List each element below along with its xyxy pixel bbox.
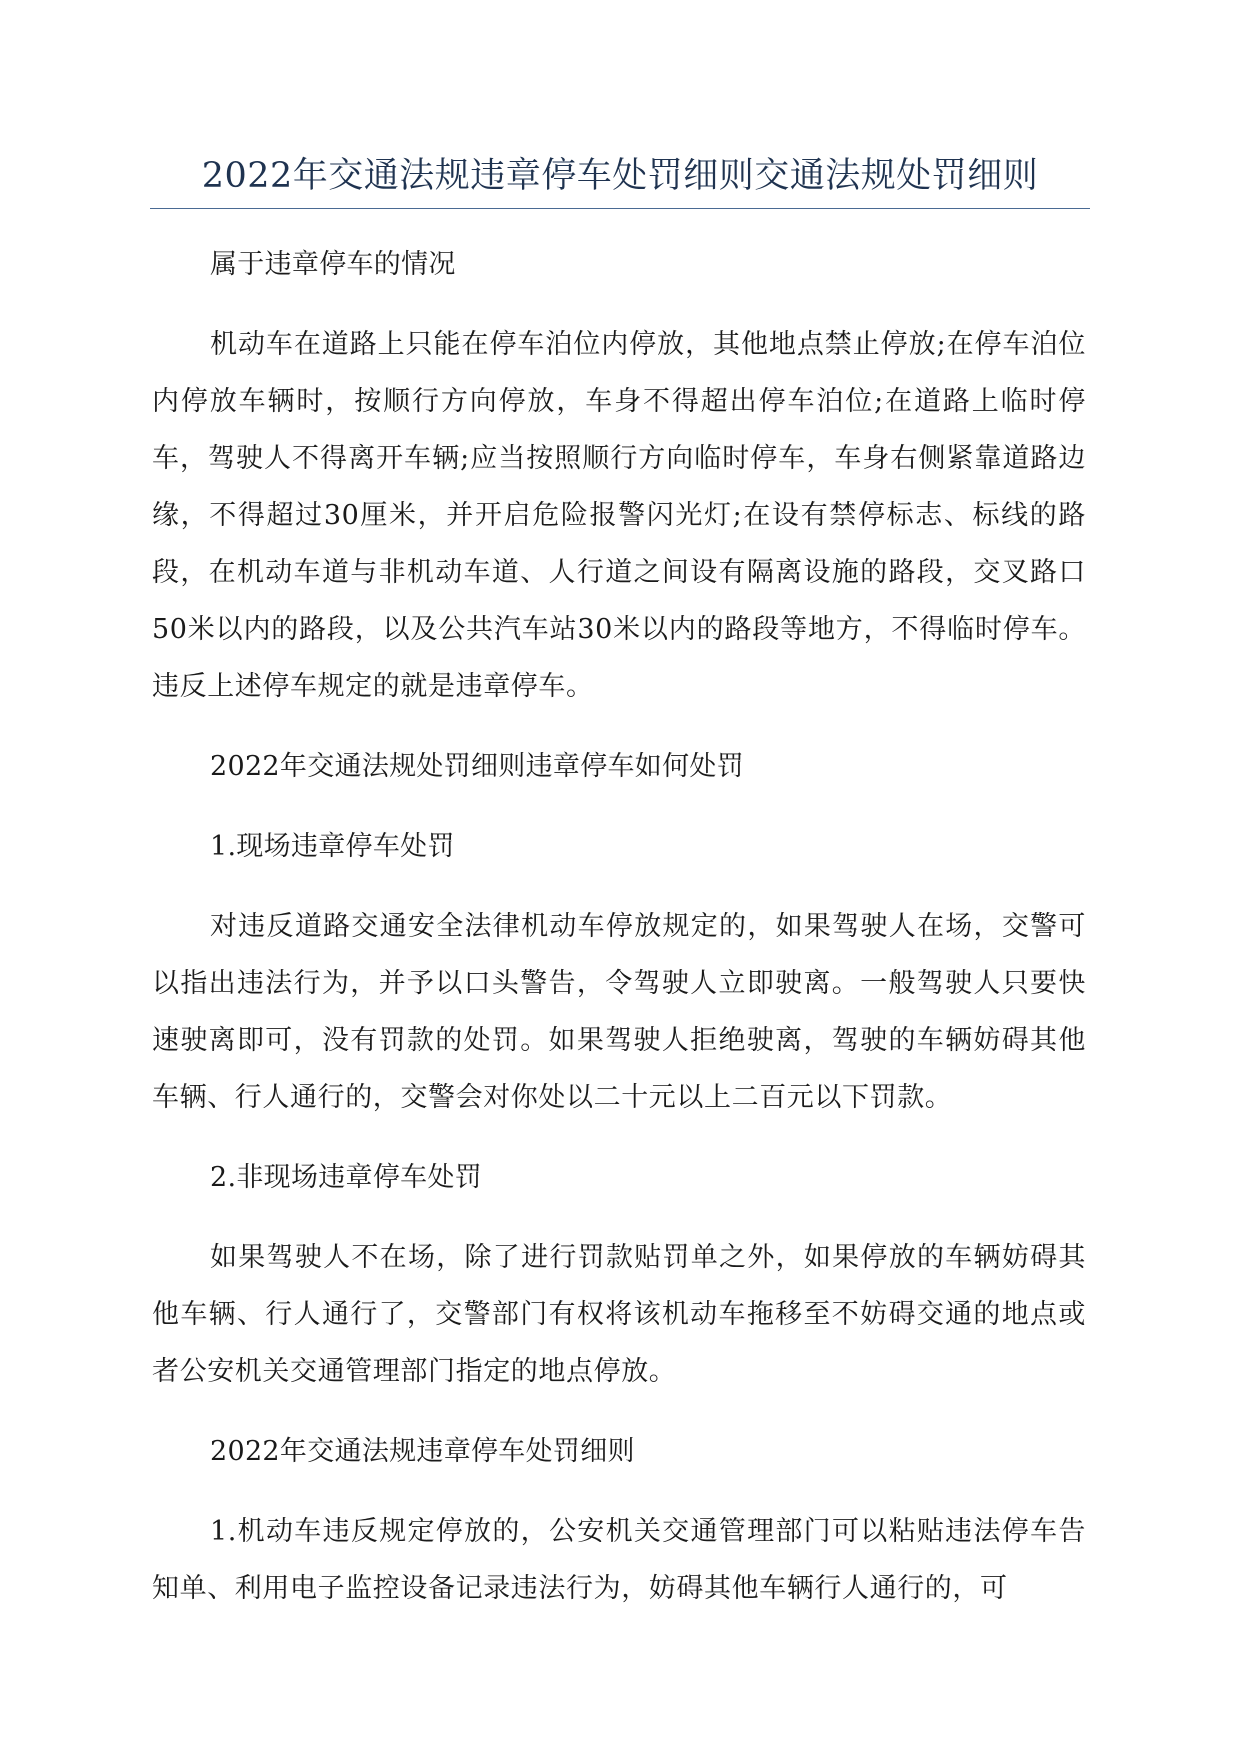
section-heading-violation-cases: 属于违章停车的情况	[210, 249, 456, 280]
section-heading-how-to-punish: 2022年交通法规处罚细则违章停车如何处罚	[210, 751, 745, 782]
paragraph-parking-rules: 机动车在道路上只能在停车泊位内停放，其他地点禁止停放;在停车泊位内停放车辆时，按顺行方向停放，车身不得超出停车泊位;在道路上临时停车，驾驶人不得离开车辆;应当按照顺行方向临时停车，车身右侧紧靠道路边缘，不得超过30厘米，并开启危险报警闪光灯;在设有禁停标志、标线的路段，在机动车道与非机动车道、人行道之间设有隔离设施的路段，交叉路口50米以内的路段，以及公共汽车站30米以内的路段等地方，不得临时停车。违反上述停车规定的就是违章停车。	[152, 329, 1086, 702]
section-heading-penalty-details: 2022年交通法规违章停车处罚细则	[210, 1436, 635, 1467]
document-title: 2022年交通法规违章停车处罚细则交通法规处罚细则	[201, 156, 1039, 196]
title-block	[150, 150, 1090, 209]
paragraph-onsite-penalty: 对违反道路交通安全法律机动车停放规定的，如果驾驶人在场，交警可以指出违法行为，并予以口头警告，令驾驶人立即驶离。一般驾驶人只要快速驶离即可，没有罚款的处罚。如果驾驶人拒绝驶离，驾驶的车辆妨碍其他车辆、行人通行的，交警会对你处以二十元以上二百元以下罚款。	[152, 911, 1086, 1113]
document-body	[152, 236, 1086, 1617]
subheading-onsite-penalty: 1.现场违章停车处罚	[210, 831, 455, 862]
paragraph-penalty-detail-1: 1.机动车违反规定停放的，公安机关交通管理部门可以粘贴违法停车告知单、利用电子监控设备记录违法行为，妨碍其他车辆行人通行的，可	[152, 1516, 1086, 1604]
subheading-offsite-penalty: 2.非现场违章停车处罚	[210, 1162, 483, 1193]
title-underline	[150, 208, 1090, 209]
paragraph-offsite-penalty: 如果驾驶人不在场，除了进行罚款贴罚单之外，如果停放的车辆妨碍其他车辆、行人通行了，交警部门有权将该机动车拖移至不妨碍交通的地点或者公安机关交通管理部门指定的地点停放。	[152, 1242, 1086, 1387]
